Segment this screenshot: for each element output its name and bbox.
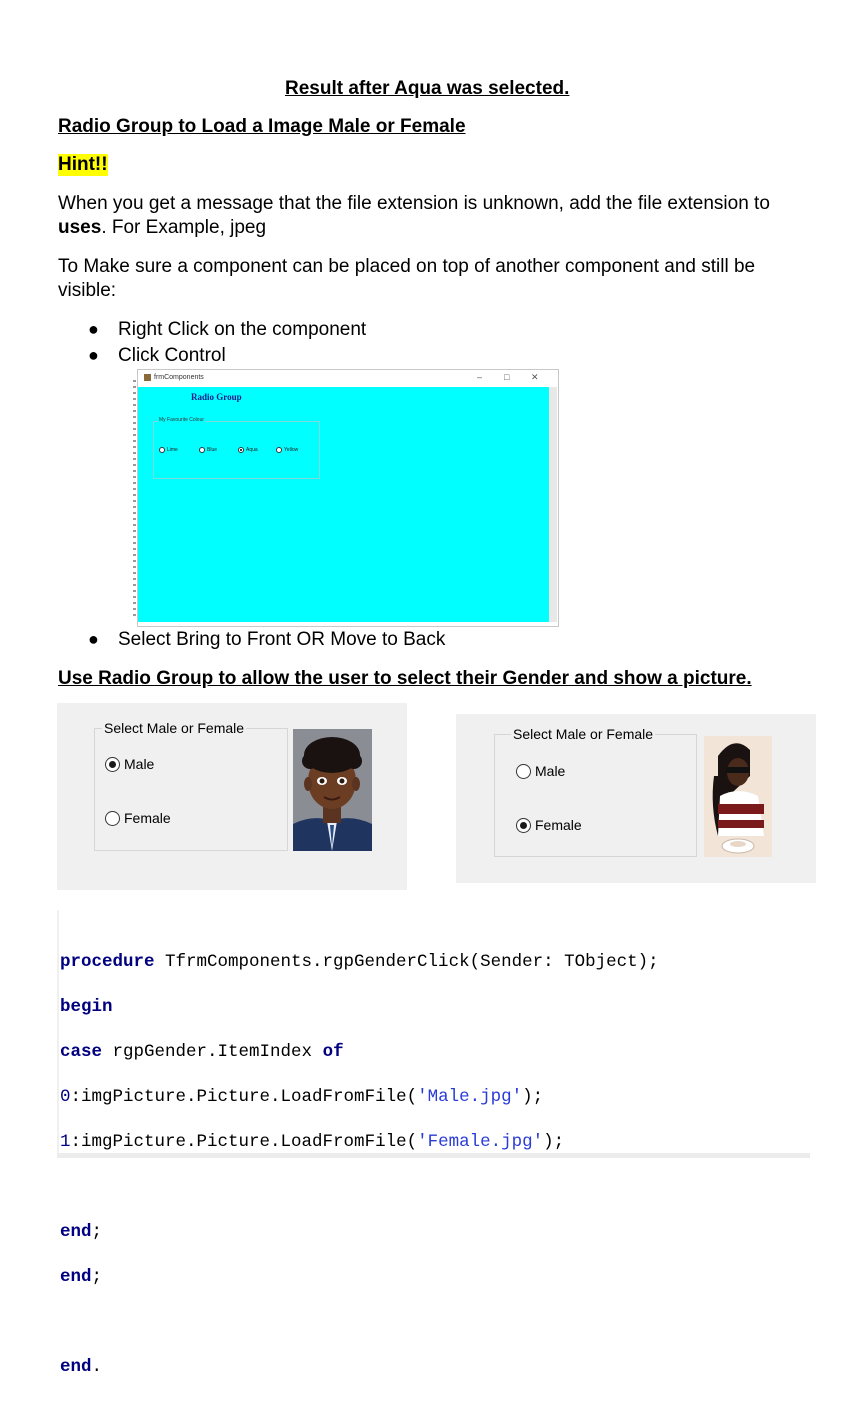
radio-blue-label: Blue [207, 447, 218, 453]
code-token: begin [60, 996, 113, 1017]
male-avatar-icon [293, 729, 372, 851]
section-heading-radio-group: Radio Group to Load a Image Male or Female [58, 116, 466, 137]
gender-radio-group [94, 720, 288, 851]
minimize-icon[interactable]: – [477, 372, 483, 382]
app-icon [144, 374, 151, 381]
code-token: :imgPicture.Picture.LoadFromFile( [70, 1086, 418, 1107]
paragraph-extension-line2 [58, 216, 828, 240]
title-bar [138, 370, 558, 386]
radio-male-label: Male [124, 756, 155, 772]
bullet-item [88, 319, 99, 340]
code-line [60, 1131, 659, 1154]
hint-label: Hint!! [58, 154, 108, 175]
radio-male-label: Male [535, 763, 566, 779]
female-avatar-image [704, 736, 772, 857]
code-line-blank [60, 1176, 659, 1199]
section-heading-gender: Use Radio Group to allow the user to select their Gender and show a picture. [58, 668, 752, 689]
male-avatar-image [293, 729, 372, 851]
radio-yellow-label: Yellow [284, 447, 299, 453]
code-line [60, 951, 659, 974]
radio-aqua[interactable] [238, 447, 244, 453]
paragraph-extension [58, 192, 828, 240]
radio-female-label: Female [124, 810, 171, 826]
code-token: of [322, 1041, 344, 1062]
radio-yellow[interactable] [276, 447, 282, 453]
code-token: ; [91, 1221, 103, 1242]
paragraph-visible-line1: To Make sure a component can be placed on top of another component and still be [58, 256, 756, 277]
bullet-text: Select Bring to Front OR Move to Back [118, 629, 446, 650]
radio-female[interactable] [105, 811, 120, 826]
code-line [60, 1356, 659, 1379]
code-token: . [91, 1356, 103, 1377]
gender-radio-group [494, 726, 697, 857]
bullet-text: Right Click on the component [118, 319, 367, 340]
code-token: end [60, 1266, 92, 1287]
bullet-dot-icon: ● [88, 629, 99, 649]
form-heading: Radio Group [191, 392, 242, 402]
close-icon[interactable]: ✕ [531, 372, 539, 382]
code-token: rgpGender.ItemIndex [102, 1041, 323, 1062]
page-title: Result after Aqua was selected. [285, 78, 570, 99]
code-line [60, 1221, 659, 1244]
uses-keyword: uses [58, 217, 102, 238]
designer-edge [133, 380, 136, 620]
colour-group-caption: My Favourite Colour [159, 417, 205, 423]
radio-lime-label: Lime [167, 447, 178, 453]
code-left-border [57, 910, 59, 1153]
code-token: ); [543, 1131, 565, 1152]
code-token: 1 [60, 1131, 71, 1152]
paragraph-visible [58, 255, 828, 303]
code-token: end [60, 1356, 92, 1377]
bullet-dot-icon: ● [88, 345, 99, 365]
code-token: end [60, 1221, 92, 1242]
gender-group-caption: Select Male or Female [104, 720, 245, 736]
gender-group-caption: Select Male or Female [513, 726, 654, 742]
paragraph-visible-line2: visible: [58, 280, 117, 301]
code-token: :imgPicture.Picture.LoadFromFile( [70, 1131, 418, 1152]
code-token: 0 [60, 1086, 71, 1107]
bullet-item [88, 629, 99, 650]
bullet-dot-icon: ● [88, 319, 99, 339]
code-token: ; [91, 1266, 103, 1287]
code-token: 'Male.jpg' [417, 1086, 523, 1107]
colour-radio-group [153, 417, 320, 479]
gender-panel-female [456, 714, 816, 883]
bullet-item [88, 345, 99, 366]
radio-blue[interactable] [199, 447, 205, 453]
code-line [60, 1086, 659, 1109]
code-line [60, 1266, 659, 1289]
radio-male[interactable] [105, 757, 120, 772]
paragraph-extension-line1: When you get a message that the file extension is unknown, add the file extension to [58, 193, 770, 214]
radio-female[interactable] [516, 818, 531, 833]
code-token: case [60, 1041, 103, 1062]
radio-aqua-label: Aqua [246, 447, 258, 453]
radio-female-label: Female [535, 817, 582, 833]
female-avatar-icon [704, 736, 772, 857]
window-edge [549, 387, 557, 622]
gender-panel-male [57, 703, 407, 890]
code-token: TfrmComponents.rgpGenderClick(Sender: TObject); [154, 951, 659, 972]
code-token: procedure [60, 951, 155, 972]
maximize-icon[interactable]: □ [504, 372, 510, 382]
code-token: 'Female.jpg' [417, 1131, 544, 1152]
code-block [60, 928, 659, 1401]
code-line [60, 996, 659, 1019]
paragraph-extension-rest: . For Example, jpeg [101, 217, 267, 238]
radio-lime[interactable] [159, 447, 165, 453]
code-line-blank [60, 1311, 659, 1334]
code-token: ); [522, 1086, 544, 1107]
bullet-text: Click Control [118, 345, 226, 366]
form-window [137, 369, 559, 627]
form-client-area [138, 387, 549, 622]
radio-male[interactable] [516, 764, 531, 779]
window-title: frmComponents [154, 374, 204, 381]
code-line [60, 1041, 659, 1064]
